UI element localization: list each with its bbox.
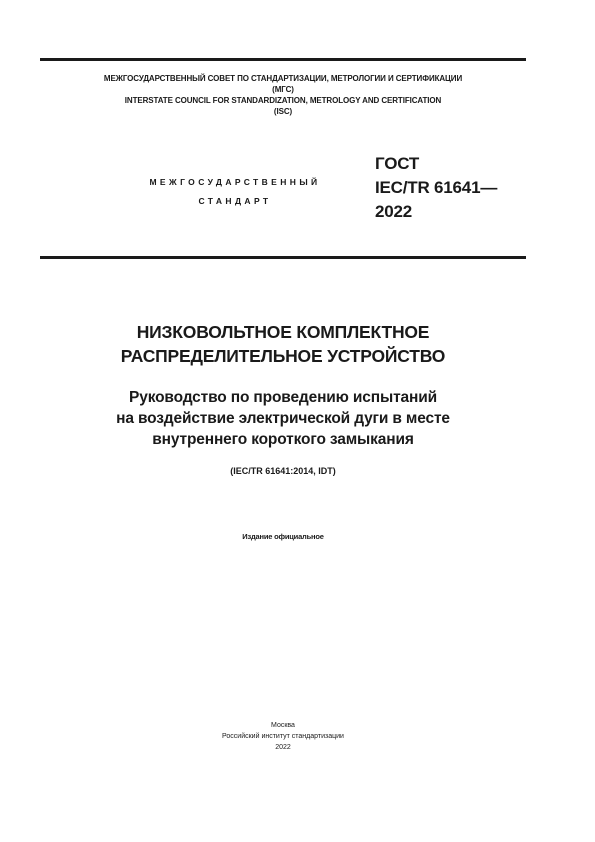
document-subtitle bbox=[40, 387, 526, 450]
imprint bbox=[40, 720, 526, 753]
title-line1: НИЗКОВОЛЬТНОЕ КОМПЛЕКТНОЕ bbox=[136, 322, 430, 342]
gost-year: 2022 bbox=[375, 202, 413, 221]
council-name-en: INTERSTATE COUNCIL FOR STANDARDIZATION, METROLOGY AND CERTIFICATION bbox=[124, 96, 442, 105]
reference-standard: (IEC/TR 61641:2014, IDT) bbox=[230, 466, 336, 476]
subtitle-line1: Руководство по проведению испытаний bbox=[129, 389, 437, 406]
subtitle-line3: внутреннего короткого замыкания bbox=[152, 431, 414, 448]
interstate-label-line2: СТАНДАРТ bbox=[198, 196, 272, 206]
imprint-year: 2022 bbox=[275, 744, 291, 751]
council-abbr-ru: (МГС) bbox=[272, 85, 294, 94]
document-title bbox=[40, 320, 526, 368]
council-name-ru: МЕЖГОСУДАРСТВЕННЫЙ СОВЕТ ПО СТАНДАРТИЗАЦИИ, МЕТРОЛОГИИ И СЕРТИФИКАЦИИ bbox=[103, 74, 463, 83]
gost-number: IEC/TR 61641— bbox=[375, 178, 498, 197]
council-header bbox=[40, 73, 526, 117]
edition-note: Издание официальное bbox=[242, 532, 324, 541]
top-divider bbox=[40, 58, 526, 61]
gost-prefix: ГОСТ bbox=[375, 154, 420, 173]
council-abbr-en: (ISC) bbox=[273, 107, 293, 116]
interstate-standard-label bbox=[100, 173, 370, 211]
subtitle-line2: на воздействие электрической дуги в месте bbox=[116, 410, 450, 427]
interstate-label-line1: МЕЖГОСУДАРСТВЕННЫЙ bbox=[149, 177, 321, 187]
imprint-city: Москва bbox=[271, 722, 295, 729]
header-divider bbox=[40, 256, 526, 259]
gost-designation bbox=[375, 152, 497, 224]
imprint-publisher: Российский институт стандартизации bbox=[222, 733, 344, 740]
title-line2: РАСПРЕДЕЛИТЕЛЬНОЕ УСТРОЙСТВО bbox=[120, 346, 446, 366]
